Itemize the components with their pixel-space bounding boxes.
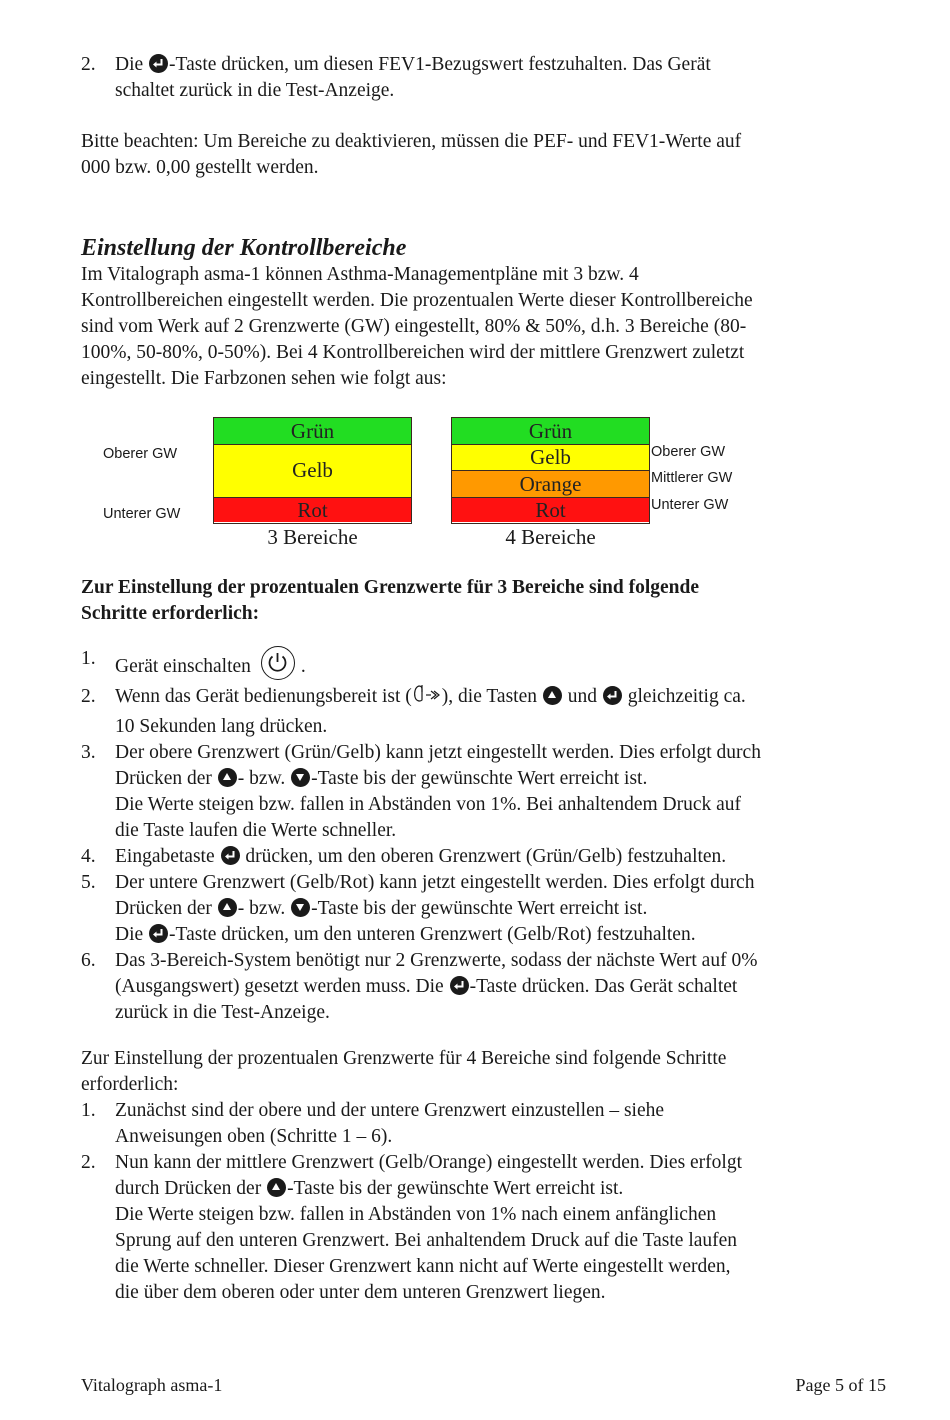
- zone-box-4: [451, 417, 650, 524]
- up-arrow-key-icon: [218, 768, 237, 787]
- enter-key-icon: [603, 686, 622, 705]
- zone-yellow: Gelb: [452, 445, 649, 471]
- list-item: 2. Wenn das Gerät bedienungsbereit ist ( ), die Tasten und gleichzeitig ca. 10 Sekunden lang drücken.: [81, 686, 746, 737]
- zone-green: Grün: [452, 418, 649, 445]
- footer-page-number: Page 5 of 15: [795, 1375, 886, 1395]
- section-title: Einstellung der Kontrollbereiche: [81, 235, 407, 261]
- diagram-caption: 3 Bereiche: [267, 525, 358, 549]
- enter-key-icon: [221, 846, 240, 865]
- up-arrow-key-icon: [543, 686, 562, 705]
- down-arrow-key-icon: [291, 768, 310, 787]
- top-list-item: 2. Die -Taste drücken, um diesen FEV1-Bezugswert festzuhalten. Das Gerät schaltet zurück in die Test-Anzeige.: [81, 54, 711, 101]
- zone-red: Rot: [214, 498, 411, 522]
- enter-key-icon: [450, 976, 469, 995]
- list-item: 1. Gerät einschalten .: [81, 646, 871, 684]
- steps4-title: Zur Einstellung der prozentualen Grenzwerte für 4 Bereiche sind folgende Schritte erforderlich:: [81, 1048, 727, 1095]
- label-middle-limit: Mittlerer GW: [651, 470, 733, 486]
- steps3-title: Zur Einstellung der prozentualen Grenzwerte für 3 Bereiche sind folgende Schritte erforderlich:: [81, 577, 700, 624]
- enter-key-icon: [149, 924, 168, 943]
- label-lower-limit: Unterer GW: [103, 506, 181, 522]
- enter-key-icon: [149, 54, 168, 73]
- list-item: 2. Nun kann der mittlere Grenzwert (Gelb/Orange) eingestellt werden. Dies erfolgt durch Drücken der -Taste bis der gewünschte Wert erreicht ist. Die Werte steigen bzw. fallen in Abständen von 1% nach einem anfänglichen Sprung auf den unteren Grenzwert. Bei anhaltendem Druck auf die Taste laufen die Werte schneller. Dieser Grenzwert kann nicht auf Werte eingestellt werden, die über dem oberen oder unter dem unteren Grenzwert liegen.: [81, 1152, 743, 1303]
- zone-yellow: Gelb: [214, 445, 411, 498]
- footer-left: Vitalograph asma-1: [81, 1375, 223, 1395]
- zone-box-3: [213, 417, 412, 524]
- label-upper-limit: Oberer GW: [651, 444, 726, 460]
- list-item: 4. Eingabetaste drücken, um den oberen Grenzwert (Grün/Gelb) festzuhalten.: [81, 846, 727, 867]
- zone-red: Rot: [452, 498, 649, 522]
- list-item: 5. Der untere Grenzwert (Gelb/Rot) kann jetzt eingestellt werden. Dies erfolgt durch Drücken der - bzw. -Taste bis der gewünschte Wert erreicht ist. Die -Taste drücken, um den unteren Grenzwert (Gelb/Rot) festzuhalten.: [81, 872, 755, 945]
- list-item: 1. Zunächst sind der obere und der untere Grenzwert einzustellen – siehe Anweisungen oben (Schritte 1 – 6).: [81, 1100, 665, 1147]
- label-lower-limit: Unterer GW: [651, 497, 729, 513]
- zone-green: Grün: [214, 418, 411, 445]
- top-list: [81, 52, 871, 104]
- lung-ready-icon: [412, 684, 442, 714]
- list-item: 3. Der obere Grenzwert (Grün/Gelb) kann jetzt eingestellt werden. Dies erfolgt durch Drücken der - bzw. -Taste bis der gewünschte Wert erreicht ist. Die Werte steigen bzw. fallen in Abständen von 1%. Bei anhaltendem Druck auf die Taste laufen die Werte schneller.: [81, 742, 761, 841]
- note-paragraph: Bitte beachten: Um Bereiche zu deaktivieren, müssen die PEF- und FEV1-Werte auf 000 bzw. 0,00 gestellt werden.: [81, 131, 742, 178]
- intro-paragraph: Im Vitalograph asma-1 können Asthma-Managementpläne mit 3 bzw. 4 Kontrollbereichen eingestellt werden. Die prozentualen Werte dieser Kontrollbereiche sind vom Werk auf 2 Grenzwerte (GW) eingestellt, 80% & 50%, d.h. 3 Bereiche (80- 100%, 50-80%, 0-50%). Bei 4 Kontrollbereichen wird der mittlere Grenzwert zuletzt eingestellt. Die Farbzonen sehen wie folgt aus:: [81, 264, 753, 389]
- up-arrow-key-icon: [218, 898, 237, 917]
- power-button-icon: [261, 646, 295, 680]
- steps3-list: [81, 646, 871, 1026]
- zone-orange: Orange: [452, 471, 649, 498]
- list-item: 6. Das 3-Bereich-System benötigt nur 2 Grenzwerte, sodass der nächste Wert auf 0% (Ausgangswert) gesetzt werden muss. Die -Taste drücken. Das Gerät schaltet zurück in die Test-Anzeige.: [81, 950, 758, 1023]
- label-upper-limit: Oberer GW: [103, 446, 178, 462]
- down-arrow-key-icon: [291, 898, 310, 917]
- steps4-list: [81, 1098, 871, 1306]
- diagram-caption: 4 Bereiche: [505, 525, 596, 549]
- up-arrow-key-icon: [267, 1178, 286, 1197]
